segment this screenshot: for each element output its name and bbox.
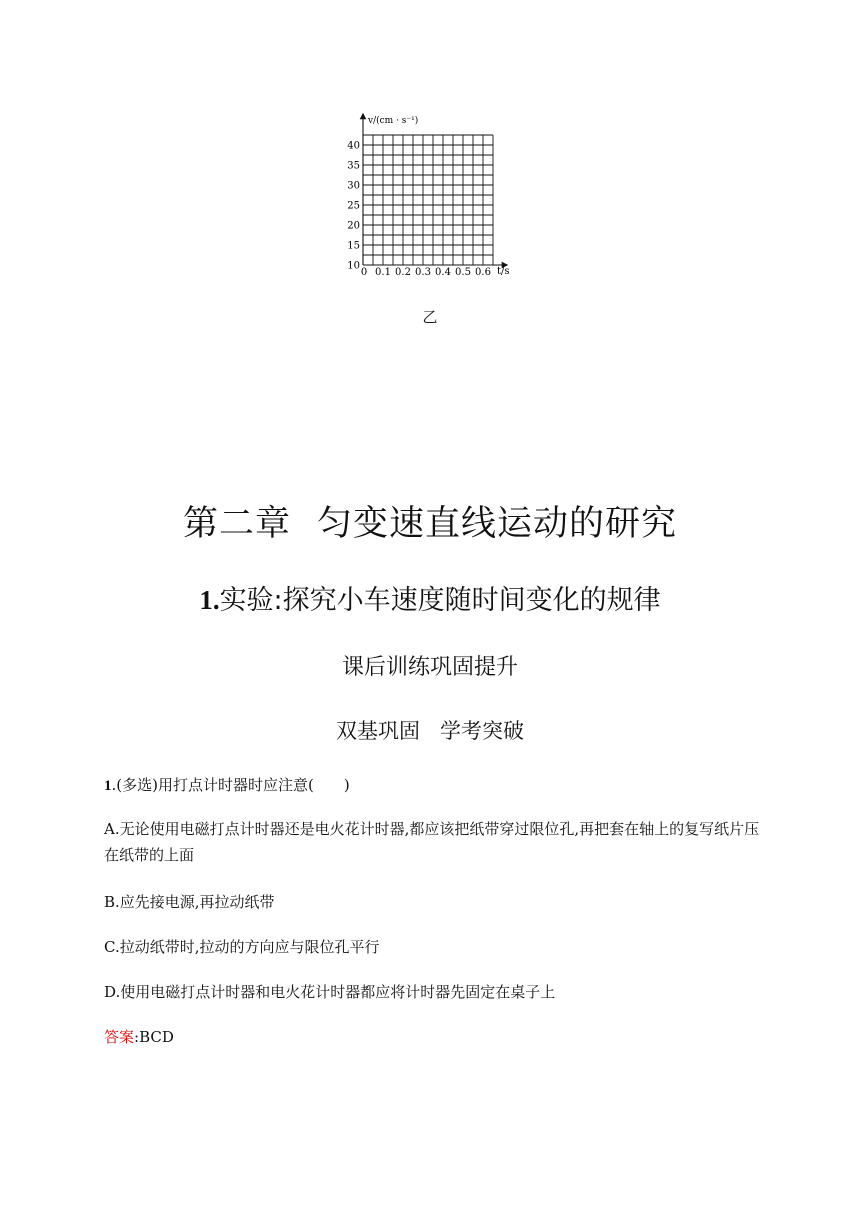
x-tick-label: 0.4 bbox=[435, 267, 451, 278]
option-c: C.拉动纸带时,拉动的方向应与限位孔平行 bbox=[104, 938, 380, 956]
section-number: 1. bbox=[199, 585, 220, 615]
answer-value: :BCD bbox=[134, 1028, 174, 1046]
y-tick-label: 10 bbox=[347, 260, 360, 272]
x-tick-label: 0 bbox=[360, 267, 368, 278]
y-tick-label: 40 bbox=[347, 140, 360, 152]
y-axis-label: v/(cm · s⁻¹) bbox=[368, 116, 419, 126]
x-tick-label: 0.1 bbox=[375, 267, 391, 278]
x-tick-label: 0.5 bbox=[455, 267, 471, 278]
section-heading bbox=[0, 578, 860, 617]
chapter-heading bbox=[0, 496, 860, 546]
question-stem bbox=[104, 772, 764, 799]
x-axis-label: t/s bbox=[497, 266, 510, 277]
question-text: .(多选)用打点计时器时应注意( ) bbox=[111, 776, 350, 794]
x-tick-label: 0.3 bbox=[415, 267, 431, 278]
y-tick-label: 35 bbox=[347, 160, 360, 172]
answer-line bbox=[104, 1024, 764, 1050]
question-number: 1 bbox=[104, 778, 112, 794]
x-tick-label: 0.2 bbox=[395, 267, 411, 278]
section-title: 实验:探究小车速度随时间变化的规律 bbox=[219, 585, 661, 616]
answer-label: 答案 bbox=[104, 1028, 135, 1046]
y-tick-label: 20 bbox=[347, 220, 360, 232]
subheading-right: 学考突破 bbox=[440, 719, 524, 743]
velocity-time-grid-figure bbox=[340, 110, 520, 285]
exercise-heading: 课后训练巩固提升 bbox=[341, 655, 518, 680]
y-tick-labels bbox=[347, 141, 360, 272]
option-a: A.无论使用电磁打点计时器还是电火花计时器,都应该把纸带穿过限位孔,再把套在轴上的复写纸片压在纸带的上面 bbox=[104, 820, 760, 864]
y-tick-label: 25 bbox=[347, 200, 360, 212]
chapter-number: 第二章 bbox=[182, 504, 291, 544]
y-tick-label: 30 bbox=[347, 180, 360, 192]
x-tick-labels bbox=[361, 267, 491, 278]
x-tick-label: 0.6 bbox=[475, 267, 491, 278]
figure-caption: 乙 bbox=[422, 308, 438, 326]
option-d: D.使用电磁打点计时器和电火花计时器都应将计时器先固定在桌子上 bbox=[104, 983, 556, 1001]
chapter-title: 匀变速直线运动的研究 bbox=[317, 504, 678, 544]
exercise-subheading bbox=[0, 715, 860, 745]
grid-lines bbox=[363, 135, 493, 265]
y-tick-label: 15 bbox=[347, 240, 360, 252]
subheading-left: 双基巩固 bbox=[336, 719, 420, 743]
option-b: B.应先接电源,再拉动纸带 bbox=[104, 893, 275, 911]
